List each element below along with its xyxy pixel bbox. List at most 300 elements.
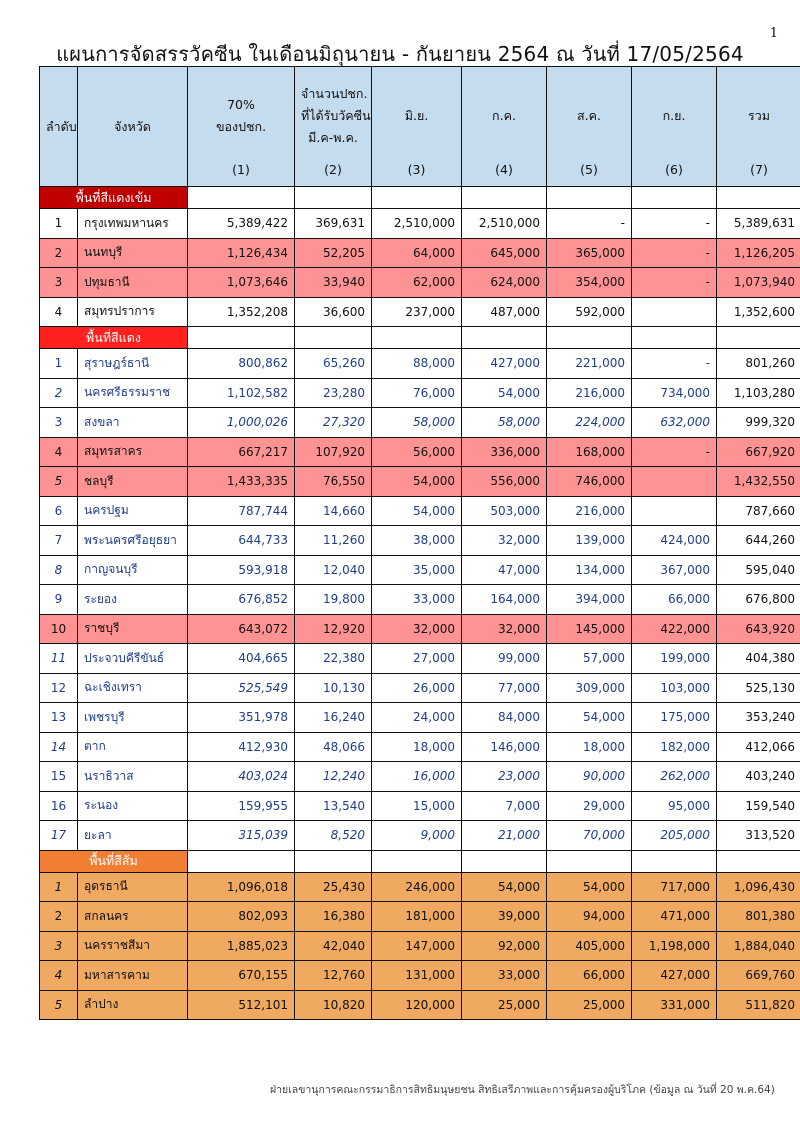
empty-cell bbox=[295, 327, 372, 349]
cell-sep: 367,000 bbox=[632, 555, 717, 585]
province-name: ลำปาง bbox=[78, 990, 188, 1020]
table-row bbox=[40, 408, 800, 438]
cell-jul: 556,000 bbox=[462, 467, 547, 497]
table-row bbox=[40, 585, 800, 615]
cell-pop70: 800,862 bbox=[188, 349, 295, 379]
cell-sep: 422,000 bbox=[632, 614, 717, 644]
province-name: ระยอง bbox=[78, 585, 188, 615]
cell-jul: 33,000 bbox=[462, 961, 547, 991]
cell-vaccinated: 16,240 bbox=[295, 703, 372, 733]
cell-pop70: 412,930 bbox=[188, 732, 295, 762]
row-number: 10 bbox=[40, 614, 78, 644]
empty-cell bbox=[462, 850, 547, 872]
cell-pop70: 593,918 bbox=[188, 555, 295, 585]
table-row bbox=[40, 961, 800, 991]
cell-aug: 145,000 bbox=[547, 614, 632, 644]
cell-pop70: 1,352,208 bbox=[188, 297, 295, 327]
table-row bbox=[40, 238, 800, 268]
cell-aug: 18,000 bbox=[547, 732, 632, 762]
cell-total: 525,130 bbox=[717, 673, 800, 703]
zone-header-row bbox=[40, 187, 800, 209]
cell-aug: 216,000 bbox=[547, 378, 632, 408]
province-name: ระนอง bbox=[78, 791, 188, 821]
cell-jun: 15,000 bbox=[372, 791, 462, 821]
cell-jun: 76,000 bbox=[372, 378, 462, 408]
cell-vaccinated: 12,760 bbox=[295, 961, 372, 991]
cell-aug: 354,000 bbox=[547, 268, 632, 298]
cell-total: 1,073,940 bbox=[717, 268, 800, 298]
zone-header-row bbox=[40, 327, 800, 349]
empty-cell bbox=[462, 327, 547, 349]
row-number: 12 bbox=[40, 673, 78, 703]
cell-jul: 164,000 bbox=[462, 585, 547, 615]
cell-pop70: 512,101 bbox=[188, 990, 295, 1020]
province-name: ยะลา bbox=[78, 821, 188, 851]
row-number: 4 bbox=[40, 961, 78, 991]
cell-total: 412,066 bbox=[717, 732, 800, 762]
cell-pop70: 525,549 bbox=[188, 673, 295, 703]
row-number: 4 bbox=[40, 437, 78, 467]
cell-vaccinated: 23,280 bbox=[295, 378, 372, 408]
cell-aug: 134,000 bbox=[547, 555, 632, 585]
cell-sep: - bbox=[632, 437, 717, 467]
cell-vaccinated: 14,660 bbox=[295, 496, 372, 526]
cell-jul: 21,000 bbox=[462, 821, 547, 851]
cell-jul: 487,000 bbox=[462, 297, 547, 327]
cell-sep bbox=[632, 467, 717, 497]
col-header-sep: ก.ย. (6) bbox=[632, 67, 717, 187]
cell-jul: 99,000 bbox=[462, 644, 547, 674]
province-name: ประจวบคีรีขันธ์ bbox=[78, 644, 188, 674]
province-name: ราชบุรี bbox=[78, 614, 188, 644]
cell-jul: 84,000 bbox=[462, 703, 547, 733]
cell-aug: 90,000 bbox=[547, 762, 632, 792]
cell-vaccinated: 52,205 bbox=[295, 238, 372, 268]
cell-total: 643,920 bbox=[717, 614, 800, 644]
cell-jul: 146,000 bbox=[462, 732, 547, 762]
cell-pop70: 1,073,646 bbox=[188, 268, 295, 298]
row-number: 5 bbox=[40, 467, 78, 497]
cell-vaccinated: 42,040 bbox=[295, 931, 372, 961]
row-number: 13 bbox=[40, 703, 78, 733]
cell-jul: 92,000 bbox=[462, 931, 547, 961]
cell-aug: 592,000 bbox=[547, 297, 632, 327]
cell-aug: 224,000 bbox=[547, 408, 632, 438]
cell-jun: 64,000 bbox=[372, 238, 462, 268]
table-row bbox=[40, 209, 800, 239]
province-name: ตาก bbox=[78, 732, 188, 762]
cell-jul: 54,000 bbox=[462, 378, 547, 408]
cell-jul: 503,000 bbox=[462, 496, 547, 526]
cell-jun: 54,000 bbox=[372, 467, 462, 497]
cell-pop70: 802,093 bbox=[188, 902, 295, 932]
cell-jul: 645,000 bbox=[462, 238, 547, 268]
cell-sep: 632,000 bbox=[632, 408, 717, 438]
province-name: กาญจนบุรี bbox=[78, 555, 188, 585]
province-name: อุดรธานี bbox=[78, 872, 188, 902]
empty-cell bbox=[188, 327, 295, 349]
cell-pop70: 1,885,023 bbox=[188, 931, 295, 961]
cell-jul: 54,000 bbox=[462, 872, 547, 902]
table-row bbox=[40, 614, 800, 644]
cell-pop70: 1,102,582 bbox=[188, 378, 295, 408]
province-name: พระนครศรีอยุธยา bbox=[78, 526, 188, 556]
empty-cell bbox=[372, 187, 462, 209]
cell-pop70: 315,039 bbox=[188, 821, 295, 851]
empty-cell bbox=[295, 187, 372, 209]
table-row bbox=[40, 703, 800, 733]
cell-jul: 32,000 bbox=[462, 526, 547, 556]
cell-total: 159,540 bbox=[717, 791, 800, 821]
cell-aug: 746,000 bbox=[547, 467, 632, 497]
table-row bbox=[40, 496, 800, 526]
cell-aug: 54,000 bbox=[547, 703, 632, 733]
cell-jun: 33,000 bbox=[372, 585, 462, 615]
row-number: 5 bbox=[40, 990, 78, 1020]
cell-vaccinated: 25,430 bbox=[295, 872, 372, 902]
table-row bbox=[40, 268, 800, 298]
row-number: 3 bbox=[40, 408, 78, 438]
cell-sep: 182,000 bbox=[632, 732, 717, 762]
col-header-total: รวม (7) bbox=[717, 67, 800, 187]
cell-jun: 18,000 bbox=[372, 732, 462, 762]
cell-jul: 427,000 bbox=[462, 349, 547, 379]
cell-total: 404,380 bbox=[717, 644, 800, 674]
cell-jul: 7,000 bbox=[462, 791, 547, 821]
cell-jul: 32,000 bbox=[462, 614, 547, 644]
cell-aug: 54,000 bbox=[547, 872, 632, 902]
cell-jun: 2,510,000 bbox=[372, 209, 462, 239]
empty-cell bbox=[632, 327, 717, 349]
cell-total: 1,432,550 bbox=[717, 467, 800, 497]
province-name: กรุงเทพมหานคร bbox=[78, 209, 188, 239]
row-number: 2 bbox=[40, 902, 78, 932]
province-name: เพชรบุรี bbox=[78, 703, 188, 733]
row-number: 1 bbox=[40, 872, 78, 902]
cell-total: 999,320 bbox=[717, 408, 800, 438]
cell-sep bbox=[632, 297, 717, 327]
empty-cell bbox=[295, 850, 372, 872]
table-row bbox=[40, 555, 800, 585]
cell-aug: 29,000 bbox=[547, 791, 632, 821]
page-title: แผนการจัดสรรวัคซีน ในเดือนมิถุนายน - กันยายน 2564 ณ วันที่ 17/05/2564 bbox=[56, 42, 744, 66]
cell-pop70: 787,744 bbox=[188, 496, 295, 526]
empty-cell bbox=[547, 187, 632, 209]
cell-total: 403,240 bbox=[717, 762, 800, 792]
cell-jun: 56,000 bbox=[372, 437, 462, 467]
page-number: 1 bbox=[769, 26, 778, 41]
cell-vaccinated: 22,380 bbox=[295, 644, 372, 674]
row-number: 14 bbox=[40, 732, 78, 762]
cell-jul: 336,000 bbox=[462, 437, 547, 467]
row-number: 1 bbox=[40, 209, 78, 239]
cell-aug: 216,000 bbox=[547, 496, 632, 526]
cell-sep: 175,000 bbox=[632, 703, 717, 733]
province-name: สุราษฎร์ธานี bbox=[78, 349, 188, 379]
cell-vaccinated: 76,550 bbox=[295, 467, 372, 497]
cell-total: 669,760 bbox=[717, 961, 800, 991]
row-number: 1 bbox=[40, 349, 78, 379]
cell-jun: 120,000 bbox=[372, 990, 462, 1020]
cell-sep: 66,000 bbox=[632, 585, 717, 615]
empty-cell bbox=[717, 187, 800, 209]
cell-jun: 35,000 bbox=[372, 555, 462, 585]
cell-sep: 95,000 bbox=[632, 791, 717, 821]
row-number: 16 bbox=[40, 791, 78, 821]
cell-jun: 131,000 bbox=[372, 961, 462, 991]
cell-total: 644,260 bbox=[717, 526, 800, 556]
cell-jun: 32,000 bbox=[372, 614, 462, 644]
cell-jun: 246,000 bbox=[372, 872, 462, 902]
col-header-pop70: 70% ของปชก. (1) bbox=[188, 67, 295, 187]
empty-cell bbox=[632, 187, 717, 209]
table-row bbox=[40, 762, 800, 792]
empty-cell bbox=[372, 850, 462, 872]
table-row bbox=[40, 644, 800, 674]
cell-sep: - bbox=[632, 349, 717, 379]
table-row bbox=[40, 297, 800, 327]
cell-vaccinated: 48,066 bbox=[295, 732, 372, 762]
province-name: สงขลา bbox=[78, 408, 188, 438]
row-number: 6 bbox=[40, 496, 78, 526]
cell-vaccinated: 33,940 bbox=[295, 268, 372, 298]
cell-vaccinated: 19,800 bbox=[295, 585, 372, 615]
table-row bbox=[40, 732, 800, 762]
cell-total: 1,103,280 bbox=[717, 378, 800, 408]
cell-vaccinated: 16,380 bbox=[295, 902, 372, 932]
cell-aug: 66,000 bbox=[547, 961, 632, 991]
table-row bbox=[40, 990, 800, 1020]
cell-vaccinated: 13,540 bbox=[295, 791, 372, 821]
cell-jun: 54,000 bbox=[372, 496, 462, 526]
cell-jun: 26,000 bbox=[372, 673, 462, 703]
province-name: นครศรีธรรมราช bbox=[78, 378, 188, 408]
province-name: นครปฐม bbox=[78, 496, 188, 526]
empty-cell bbox=[547, 850, 632, 872]
cell-jul: 77,000 bbox=[462, 673, 547, 703]
cell-jun: 237,000 bbox=[372, 297, 462, 327]
cell-sep: 734,000 bbox=[632, 378, 717, 408]
vaccine-allocation-table bbox=[39, 66, 800, 1020]
row-number: 4 bbox=[40, 297, 78, 327]
table-row bbox=[40, 437, 800, 467]
row-number: 2 bbox=[40, 378, 78, 408]
cell-jun: 38,000 bbox=[372, 526, 462, 556]
cell-total: 5,389,631 bbox=[717, 209, 800, 239]
cell-vaccinated: 10,130 bbox=[295, 673, 372, 703]
cell-jun: 24,000 bbox=[372, 703, 462, 733]
zone-label: พื้นที่สีแดงเข้ม bbox=[40, 187, 188, 209]
cell-aug: 139,000 bbox=[547, 526, 632, 556]
cell-vaccinated: 27,320 bbox=[295, 408, 372, 438]
cell-sep: - bbox=[632, 209, 717, 239]
row-number: 11 bbox=[40, 644, 78, 674]
province-name: นครราชสีมา bbox=[78, 931, 188, 961]
empty-cell bbox=[717, 850, 800, 872]
row-number: 2 bbox=[40, 238, 78, 268]
cell-pop70: 1,000,026 bbox=[188, 408, 295, 438]
cell-pop70: 667,217 bbox=[188, 437, 295, 467]
cell-pop70: 644,733 bbox=[188, 526, 295, 556]
cell-vaccinated: 8,520 bbox=[295, 821, 372, 851]
cell-jun: 9,000 bbox=[372, 821, 462, 851]
table-row bbox=[40, 349, 800, 379]
province-name: สมุทรสาคร bbox=[78, 437, 188, 467]
cell-sep: 262,000 bbox=[632, 762, 717, 792]
cell-sep: 424,000 bbox=[632, 526, 717, 556]
col-header-vaccinated: จำนวนปชก. ที่ได้รับวัคซีน มี.ค-พ.ค. (2) bbox=[295, 67, 372, 187]
empty-cell bbox=[717, 327, 800, 349]
row-number: 7 bbox=[40, 526, 78, 556]
col-header-province: จังหวัด bbox=[78, 67, 188, 187]
row-number: 15 bbox=[40, 762, 78, 792]
cell-sep: - bbox=[632, 268, 717, 298]
col-header-aug: ส.ค. (5) bbox=[547, 67, 632, 187]
province-name: ชลบุรี bbox=[78, 467, 188, 497]
cell-total: 595,040 bbox=[717, 555, 800, 585]
row-number: 3 bbox=[40, 268, 78, 298]
cell-total: 1,126,205 bbox=[717, 238, 800, 268]
cell-jun: 62,000 bbox=[372, 268, 462, 298]
cell-jun: 147,000 bbox=[372, 931, 462, 961]
cell-total: 1,096,430 bbox=[717, 872, 800, 902]
row-number: 17 bbox=[40, 821, 78, 851]
cell-total: 353,240 bbox=[717, 703, 800, 733]
cell-jun: 58,000 bbox=[372, 408, 462, 438]
cell-jun: 27,000 bbox=[372, 644, 462, 674]
table-row bbox=[40, 378, 800, 408]
cell-sep bbox=[632, 496, 717, 526]
cell-vaccinated: 369,631 bbox=[295, 209, 372, 239]
cell-pop70: 1,433,335 bbox=[188, 467, 295, 497]
cell-aug: 221,000 bbox=[547, 349, 632, 379]
table-row bbox=[40, 467, 800, 497]
cell-sep: - bbox=[632, 238, 717, 268]
col-header-jun: มิ.ย. (3) bbox=[372, 67, 462, 187]
cell-total: 511,820 bbox=[717, 990, 800, 1020]
cell-sep: 1,198,000 bbox=[632, 931, 717, 961]
cell-sep: 199,000 bbox=[632, 644, 717, 674]
cell-sep: 103,000 bbox=[632, 673, 717, 703]
cell-pop70: 1,126,434 bbox=[188, 238, 295, 268]
cell-total: 1,352,600 bbox=[717, 297, 800, 327]
table-row bbox=[40, 902, 800, 932]
province-name: มหาสารคาม bbox=[78, 961, 188, 991]
cell-jul: 23,000 bbox=[462, 762, 547, 792]
cell-sep: 471,000 bbox=[632, 902, 717, 932]
cell-vaccinated: 12,240 bbox=[295, 762, 372, 792]
table-row bbox=[40, 791, 800, 821]
cell-aug: 405,000 bbox=[547, 931, 632, 961]
cell-pop70: 643,072 bbox=[188, 614, 295, 644]
cell-vaccinated: 36,600 bbox=[295, 297, 372, 327]
cell-sep: 205,000 bbox=[632, 821, 717, 851]
table-row bbox=[40, 931, 800, 961]
cell-pop70: 676,852 bbox=[188, 585, 295, 615]
row-number: 8 bbox=[40, 555, 78, 585]
cell-jul: 25,000 bbox=[462, 990, 547, 1020]
cell-vaccinated: 65,260 bbox=[295, 349, 372, 379]
cell-jun: 16,000 bbox=[372, 762, 462, 792]
cell-pop70: 159,955 bbox=[188, 791, 295, 821]
province-name: สมุทรปราการ bbox=[78, 297, 188, 327]
cell-pop70: 1,096,018 bbox=[188, 872, 295, 902]
cell-vaccinated: 11,260 bbox=[295, 526, 372, 556]
cell-sep: 427,000 bbox=[632, 961, 717, 991]
province-name: ปทุมธานี bbox=[78, 268, 188, 298]
cell-aug: 70,000 bbox=[547, 821, 632, 851]
cell-total: 801,260 bbox=[717, 349, 800, 379]
province-name: นราธิวาส bbox=[78, 762, 188, 792]
empty-cell bbox=[547, 327, 632, 349]
table-row bbox=[40, 526, 800, 556]
cell-sep: 331,000 bbox=[632, 990, 717, 1020]
table-row bbox=[40, 872, 800, 902]
empty-cell bbox=[632, 850, 717, 872]
cell-jul: 58,000 bbox=[462, 408, 547, 438]
zone-label: พื้นที่สีส้ม bbox=[40, 850, 188, 872]
zone-header-row bbox=[40, 850, 800, 872]
cell-total: 787,660 bbox=[717, 496, 800, 526]
empty-cell bbox=[462, 187, 547, 209]
empty-cell bbox=[372, 327, 462, 349]
cell-total: 1,884,040 bbox=[717, 931, 800, 961]
cell-aug: 25,000 bbox=[547, 990, 632, 1020]
cell-pop70: 670,155 bbox=[188, 961, 295, 991]
cell-jul: 47,000 bbox=[462, 555, 547, 585]
cell-jun: 88,000 bbox=[372, 349, 462, 379]
row-number: 3 bbox=[40, 931, 78, 961]
col-header-no: ลำดับ bbox=[40, 67, 78, 187]
table-row bbox=[40, 821, 800, 851]
cell-aug: 309,000 bbox=[547, 673, 632, 703]
cell-total: 313,520 bbox=[717, 821, 800, 851]
table-row bbox=[40, 673, 800, 703]
cell-total: 801,380 bbox=[717, 902, 800, 932]
cell-total: 667,920 bbox=[717, 437, 800, 467]
cell-aug: 57,000 bbox=[547, 644, 632, 674]
col-header-jul: ก.ค. (4) bbox=[462, 67, 547, 187]
zone-label: พื้นที่สีแดง bbox=[40, 327, 188, 349]
empty-cell bbox=[188, 187, 295, 209]
cell-jun: 181,000 bbox=[372, 902, 462, 932]
cell-vaccinated: 12,040 bbox=[295, 555, 372, 585]
cell-pop70: 5,389,422 bbox=[188, 209, 295, 239]
province-name: ฉะเชิงเทรา bbox=[78, 673, 188, 703]
province-name: นนทบุรี bbox=[78, 238, 188, 268]
cell-pop70: 403,024 bbox=[188, 762, 295, 792]
cell-pop70: 351,978 bbox=[188, 703, 295, 733]
cell-vaccinated: 107,920 bbox=[295, 437, 372, 467]
cell-pop70: 404,665 bbox=[188, 644, 295, 674]
cell-jul: 624,000 bbox=[462, 268, 547, 298]
row-number: 9 bbox=[40, 585, 78, 615]
cell-jul: 39,000 bbox=[462, 902, 547, 932]
cell-total: 676,800 bbox=[717, 585, 800, 615]
cell-aug: - bbox=[547, 209, 632, 239]
cell-aug: 168,000 bbox=[547, 437, 632, 467]
province-name: สกลนคร bbox=[78, 902, 188, 932]
source-footnote: ฝ่ายเลขานุการคณะกรรมาธิการสิทธิมนุษยชน สิทธิเสรีภาพและการคุ้มครองผู้บริโภค (ข้อมูล ณ วันที่ 20 พ.ค.64) bbox=[270, 1084, 775, 1096]
cell-aug: 394,000 bbox=[547, 585, 632, 615]
cell-vaccinated: 12,920 bbox=[295, 614, 372, 644]
cell-vaccinated: 10,820 bbox=[295, 990, 372, 1020]
empty-cell bbox=[188, 850, 295, 872]
cell-sep: 717,000 bbox=[632, 872, 717, 902]
cell-aug: 94,000 bbox=[547, 902, 632, 932]
header-row bbox=[40, 67, 800, 187]
cell-aug: 365,000 bbox=[547, 238, 632, 268]
